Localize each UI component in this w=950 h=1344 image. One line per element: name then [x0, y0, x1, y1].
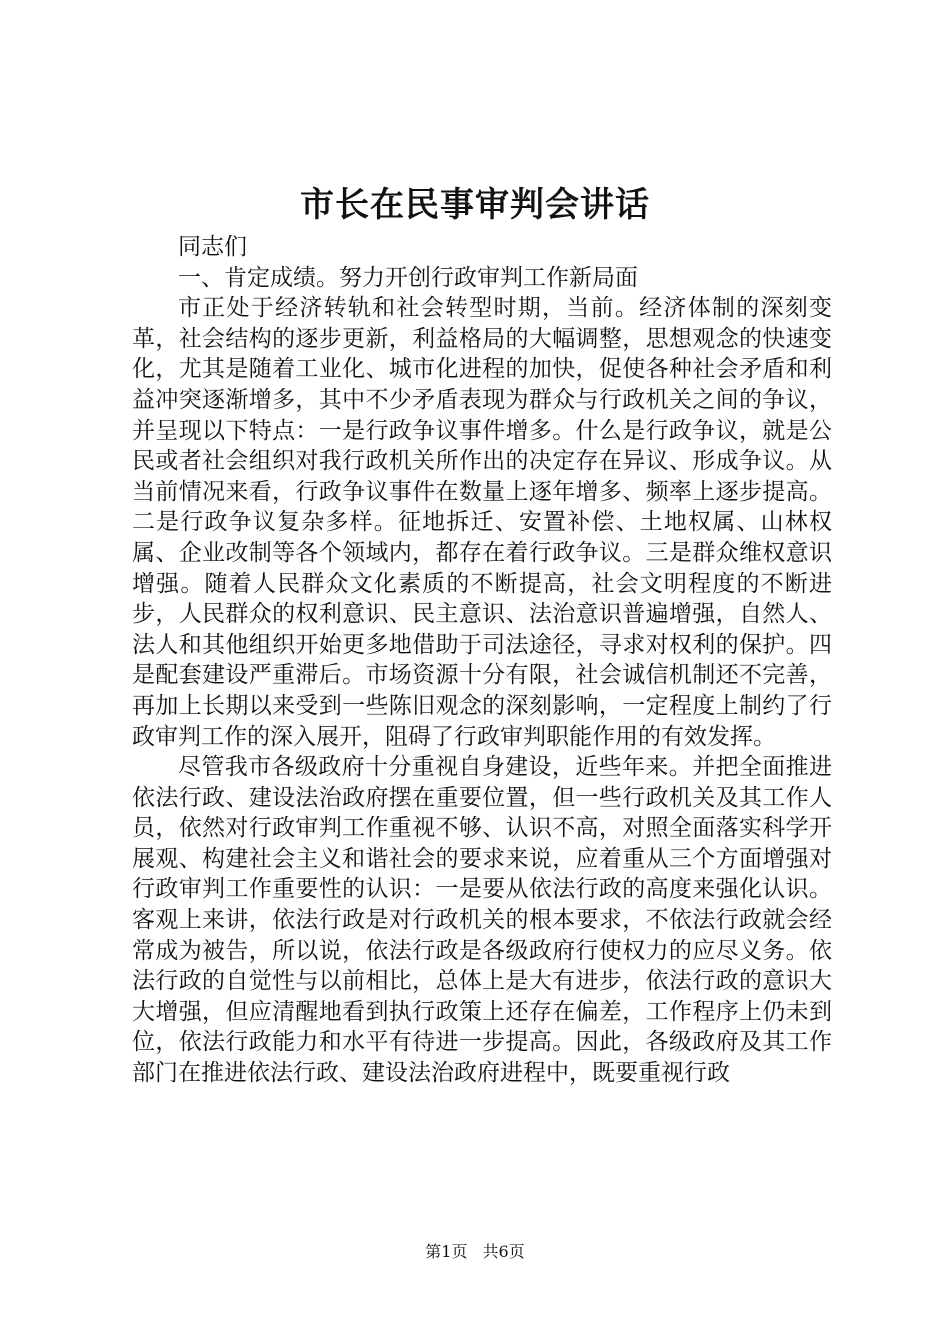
section-heading-paragraph: 一、肯定成绩。努力开创行政审判工作新局面: [178, 264, 638, 291]
salutation-paragraph: 同志们: [178, 234, 247, 260]
document-title: 市长在民事审判会讲话: [300, 185, 650, 225]
page-number-current: 第1页: [425, 1242, 468, 1261]
body-paragraph: 市正处于经济转轨和社会转型时期，当前。经济体制的深刻变革，社会结构的逐步更新，利益格局的大幅调整，思想观念的快速变化，尤其是随着工业化、城市化进程的加快，促使各种社会矛盾和利益冲突逐渐增多，其中不少矛盾表现为群众与行政机关之间的争议，并呈现以下特点：一是行政争议事件增多。什么是行政争议，就是公民或者社会组织对我行政机关所作出的决定存在异议、形成争议。从当前情况来看，行政争议事件在数量上逐年增多、频率上逐步提高。二是行政争议复杂多样。征地拆迁、安置补偿、土地权属、山林权属、企业改制等各个领域内，都存在着行政争议。三是群众维权意识增强。随着人民群众文化素质的不断提高，社会文明程度的不断进步，人民群众的权利意识、民主意识、法治意识普遍增强，自然人、法人和其他组织开始更多地借助于司法途径，寻求对权利的保护。四是配套建设严重滞后。市场资源十分有限，社会诚信机制还不完善，再加上长期以来受到一些陈旧观念的深刻影响，一定程度上制约了行政审判工作的深入展开，阻碍了行政审判职能作用的有效发挥。: [132, 295, 832, 750]
document-body: [132, 232, 832, 1089]
page-number-total: 共6页: [482, 1242, 525, 1261]
page-footer: [0, 1240, 950, 1264]
body-paragraph: 尽管我市各级政府十分重视自身建设，近些年来。并把全面推进依法行政、建设法治政府摆在重要位置，但一些行政机关及其工作人员，依然对行政审判工作重视不够、认识不高，对照全面落实科学开展观、构建社会主义和谐社会的要求来说，应着重从三个方面增强对行政审判工作重要性的认识：一是要从依法行政的高度来强化认识。客观上来讲，依法行政是对行政机关的根本要求，不依法行政就会经常成为被告，所以说，依法行政是各级政府行使权力的应尽义务。依法行政的自觉性与以前相比，总体上是大有进步，依法行政的意识大大增强，但应清醒地看到执行政策上还存在偏差，工作程序上仍未到位，依法行政能力和水平有待进一步提高。因此，各级政府及其工作部门在推进依法行政、建设法治政府进程中，既要重视行政: [132, 754, 832, 1087]
